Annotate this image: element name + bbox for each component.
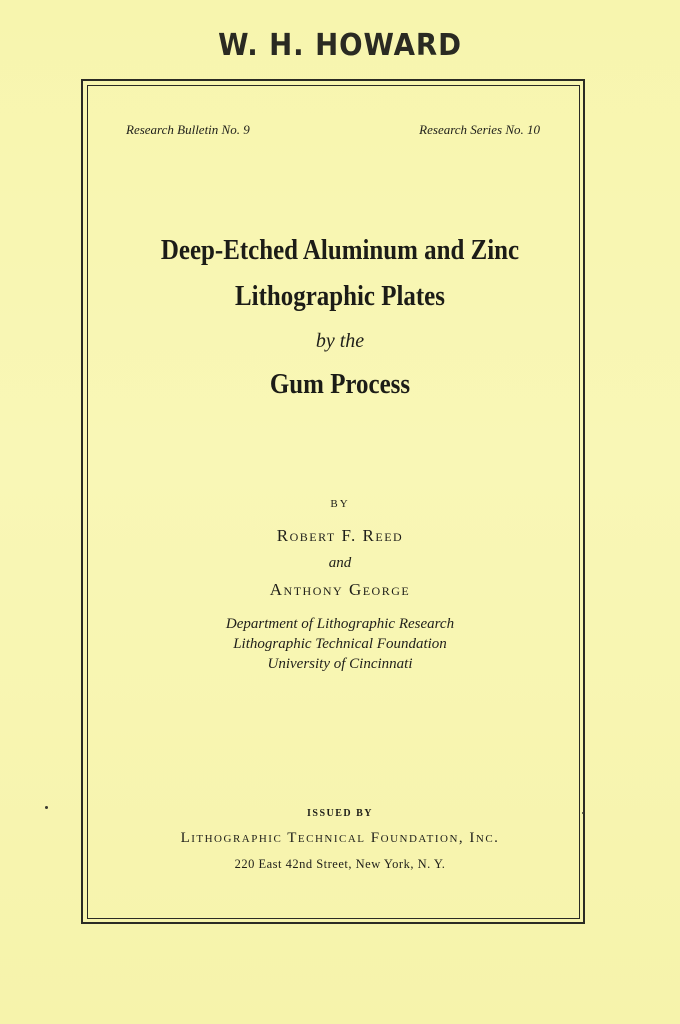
owner-stamp: W. H. HOWARD bbox=[218, 28, 462, 63]
publisher-name: Lithographic Technical Foundation, Inc. bbox=[180, 830, 500, 846]
publisher-address: 220 East 42nd Street, New York, N. Y. bbox=[234, 857, 446, 871]
affiliation-line-1: Department of Lithographic Research bbox=[225, 616, 455, 632]
title-line-2: Lithographic Plates bbox=[235, 280, 445, 312]
title-line-3: Gum Process bbox=[269, 368, 411, 400]
issued-by-label: ISSUED BY bbox=[306, 808, 374, 819]
affiliation-line-2: Lithographic Technical Foundation bbox=[233, 636, 447, 652]
title-connector: by the bbox=[315, 330, 365, 352]
paper-speck bbox=[582, 812, 584, 814]
by-label: BY bbox=[330, 498, 350, 510]
series-number: Research Series No. 10 bbox=[419, 122, 540, 137]
title-line-1: Deep-Etched Aluminum and Zinc bbox=[160, 234, 520, 266]
author-2: Anthony George bbox=[269, 580, 411, 599]
author-1: Robert F. Reed bbox=[276, 526, 404, 545]
paper-speck bbox=[45, 806, 48, 809]
and-connector: and bbox=[328, 555, 352, 571]
bulletin-number: Research Bulletin No. 9 bbox=[126, 122, 250, 137]
affiliation-line-3: University of Cincinnati bbox=[267, 656, 413, 672]
